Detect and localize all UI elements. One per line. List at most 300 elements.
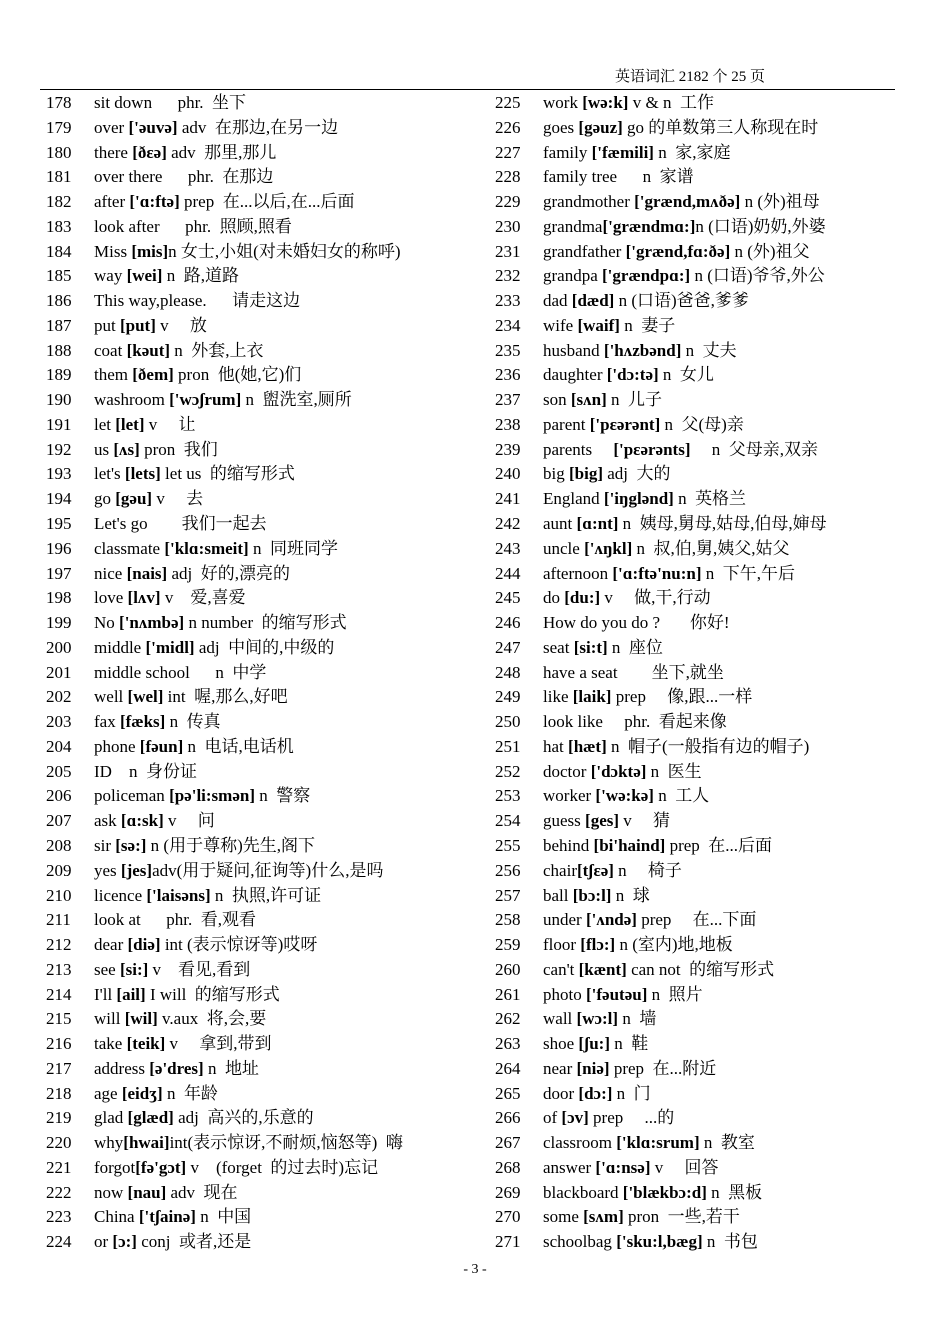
entry-number: 200 xyxy=(46,637,72,657)
entry-text xyxy=(543,141,730,166)
vocab-entry xyxy=(495,586,925,611)
vocab-entry xyxy=(495,1057,925,1082)
entry-number: 222 xyxy=(46,1182,72,1202)
entry-phonetic: [big] xyxy=(568,464,603,484)
entry-definition: conj 或者,还是 xyxy=(136,1232,252,1252)
entry-definition: v 问 xyxy=(163,811,215,831)
entry-phonetic: [bɔ:l] xyxy=(572,885,612,905)
entry-word: grandfather xyxy=(543,241,626,261)
entry-number: 271 xyxy=(495,1232,521,1252)
entry-phonetic: [ʌs] xyxy=(113,439,140,459)
entry-number: 219 xyxy=(46,1108,72,1128)
entry-word: fax xyxy=(94,712,120,732)
entry-definition: v 回答 xyxy=(650,1157,719,1177)
vocab-entry xyxy=(495,685,925,710)
entry-phonetic: [put] xyxy=(119,315,156,335)
entry-definition: v 放 xyxy=(155,315,207,335)
entry-phonetic: ['əuvə] xyxy=(128,117,178,137)
entry-word: love xyxy=(94,588,128,608)
entry-number: 259 xyxy=(495,935,521,955)
vocab-entry xyxy=(46,264,476,289)
entry-word: look like phr. 看起来像 xyxy=(543,712,727,732)
entry-text xyxy=(543,116,818,141)
entry-number: 267 xyxy=(495,1133,521,1153)
entry-word: have a seat 坐下,就坐 xyxy=(543,662,724,682)
vocab-entry xyxy=(46,487,476,512)
vocab-entry xyxy=(495,958,925,983)
entry-number: 225 xyxy=(495,93,521,112)
vocab-entry xyxy=(495,1205,925,1230)
entry-definition: n 同班同学 xyxy=(248,538,338,558)
entry-number: 214 xyxy=(46,984,72,1004)
vocab-entry xyxy=(46,462,476,487)
vocab-entry xyxy=(495,636,925,661)
entry-definition: I will 的缩写形式 xyxy=(145,984,280,1004)
entry-text xyxy=(543,685,752,710)
entry-phonetic: [teik] xyxy=(126,1034,166,1054)
entry-phonetic: ['laisəns] xyxy=(146,885,211,905)
entry-phonetic: ['dɔktə] xyxy=(590,761,647,781)
entry-text xyxy=(543,1230,758,1255)
entry-text xyxy=(94,215,292,240)
entry-number: 180 xyxy=(46,142,72,162)
entry-number: 208 xyxy=(46,835,72,855)
vocab-entry xyxy=(46,413,476,438)
entry-number: 240 xyxy=(495,464,521,484)
entry-phonetic: ['grænd,fɑ:ðə] xyxy=(625,241,731,261)
entry-text xyxy=(543,1007,656,1032)
entry-number: 212 xyxy=(46,935,72,955)
vocab-entry xyxy=(495,1156,925,1181)
entry-phonetic: ['wə:kə] xyxy=(595,786,654,806)
vocab-entry xyxy=(46,1156,476,1181)
entry-number: 178 xyxy=(46,93,72,112)
entry-word: dear xyxy=(94,935,128,955)
entry-definition: adj 好的,漂亮的 xyxy=(167,563,290,583)
entry-phonetic: [ðεə] xyxy=(132,142,167,162)
entry-word: grandpa xyxy=(543,266,603,286)
entry-text xyxy=(543,1131,755,1156)
entry-definition: n 工人 xyxy=(653,786,710,806)
entry-text xyxy=(543,512,827,537)
entry-word: wife xyxy=(543,315,578,335)
entry-phonetic: [lʌv] xyxy=(127,588,161,608)
entry-definition: n 书包 xyxy=(702,1232,758,1252)
entry-number: 261 xyxy=(495,984,521,1004)
vocab-entry xyxy=(495,1181,925,1206)
entry-word: door xyxy=(543,1083,579,1103)
entry-phonetic: [sʌn] xyxy=(570,390,607,410)
entry-number: 196 xyxy=(46,538,72,558)
entry-definition: v 猜 xyxy=(619,811,671,831)
entry-word: like xyxy=(543,687,573,707)
entry-definition: n (口语)爷爷,外公 xyxy=(690,266,825,286)
page-number: - 3 - xyxy=(463,1262,487,1277)
entry-phonetic: [jes] xyxy=(120,860,153,880)
entry-definition: prep 在...以后,在...后面 xyxy=(179,192,355,212)
entry-phonetic: ['fæmili] xyxy=(591,142,654,162)
entry-text xyxy=(94,339,264,364)
entry-definition: n 墙 xyxy=(618,1009,657,1029)
vocab-entry xyxy=(495,1082,925,1107)
entry-text xyxy=(94,760,197,785)
vocab-column-right xyxy=(495,91,925,1255)
entry-phonetic: ['blækbɔ:d] xyxy=(622,1182,707,1202)
vocab-entry xyxy=(46,512,476,537)
entry-definition: n 女士,小姐(对未婚妇女的称呼) xyxy=(168,241,401,261)
entry-word: son xyxy=(543,390,571,410)
entry-text xyxy=(543,190,820,215)
entry-text xyxy=(94,264,239,289)
entry-phonetic: [tʃεə] xyxy=(576,860,614,880)
vocab-entry xyxy=(46,636,476,661)
entry-text xyxy=(94,1205,251,1230)
entry-definition: n 照片 xyxy=(647,984,703,1004)
entry-word: them xyxy=(94,365,133,385)
entry-number: 184 xyxy=(46,241,72,261)
entry-phonetic: [glæd] xyxy=(127,1108,174,1128)
entry-word: yes xyxy=(94,860,121,880)
entry-text xyxy=(543,1057,716,1082)
vocab-entry xyxy=(495,512,925,537)
entry-text xyxy=(94,116,338,141)
entry-phonetic: [pə'li:smən] xyxy=(169,786,255,806)
vocab-entry xyxy=(495,264,925,289)
entry-word: glad xyxy=(94,1108,128,1128)
entry-phonetic: ['pεərənt] xyxy=(589,414,661,434)
entry-definition: n (口语)奶奶,外婆 xyxy=(695,216,826,236)
entry-definition: n 中国 xyxy=(195,1207,252,1227)
entry-word: will xyxy=(94,1009,125,1029)
entry-word: over xyxy=(94,117,129,137)
entry-phonetic: [dæd] xyxy=(571,291,615,311)
entry-word: age xyxy=(94,1083,122,1103)
entry-phonetic: [nau] xyxy=(127,1182,167,1202)
entry-phonetic: ['hʌzbənd] xyxy=(603,340,682,360)
entry-word: middle school n 中学 xyxy=(94,662,267,682)
entry-text xyxy=(543,983,703,1008)
entry-definition: n 丈夫 xyxy=(681,340,737,360)
entry-definition: int 喔,那么,好吧 xyxy=(163,687,288,707)
entry-phonetic: [ɑ:sk] xyxy=(120,811,164,831)
entry-text xyxy=(543,1032,648,1057)
entry-number: 263 xyxy=(495,1034,521,1054)
entry-word: seat xyxy=(543,637,574,657)
vocab-entry xyxy=(495,141,925,166)
entry-text xyxy=(94,809,215,834)
entry-word: shoe xyxy=(543,1034,579,1054)
vocab-entry xyxy=(46,141,476,166)
entry-text xyxy=(94,983,280,1008)
vocab-entry xyxy=(495,884,925,909)
entry-text xyxy=(94,586,246,611)
entry-word: there xyxy=(94,142,133,162)
entry-phonetic: [ail] xyxy=(116,984,146,1004)
entry-word: wall xyxy=(543,1009,577,1029)
entry-word: classmate xyxy=(94,538,165,558)
entry-text xyxy=(94,1181,238,1206)
entry-word: behind xyxy=(543,835,594,855)
entry-definition: n 门 xyxy=(612,1083,651,1103)
entry-text xyxy=(94,190,354,215)
entry-text xyxy=(543,339,737,364)
entry-word: This way,please. 请走这边 xyxy=(94,291,301,311)
entry-number: 254 xyxy=(495,811,521,831)
entry-word: under xyxy=(543,910,586,930)
entry-text xyxy=(94,1230,251,1255)
vocab-entry xyxy=(46,661,476,686)
entry-definition: n 姨母,舅母,姑母,伯母,婶母 xyxy=(618,514,827,534)
entry-text xyxy=(94,141,276,166)
entry-word: look at phr. 看,观看 xyxy=(94,910,256,930)
entry-text xyxy=(543,537,790,562)
entry-definition: n 父母亲,双亲 xyxy=(690,439,818,459)
entry-text xyxy=(94,636,334,661)
entry-definition: pron 他(她,它)们 xyxy=(173,365,302,385)
entry-word: husband xyxy=(543,340,604,360)
vocab-entry xyxy=(495,784,925,809)
entry-text xyxy=(94,685,288,710)
entry-number: 239 xyxy=(495,439,521,459)
vocab-entry xyxy=(46,1181,476,1206)
vocab-entry xyxy=(495,165,925,190)
entry-number: 228 xyxy=(495,167,521,187)
entry-text xyxy=(543,958,774,983)
entry-text xyxy=(94,884,321,909)
entry-number: 269 xyxy=(495,1182,521,1202)
entry-phonetic: [fæks] xyxy=(119,712,166,732)
entry-number: 236 xyxy=(495,365,521,385)
entry-phonetic: [wə:k] xyxy=(582,93,629,112)
entry-definition: n 年龄 xyxy=(162,1083,218,1103)
entry-text xyxy=(94,537,338,562)
entry-number: 229 xyxy=(495,192,521,212)
entry-definition: n 电话,电话机 xyxy=(183,736,294,756)
entry-definition: v 做,干,行动 xyxy=(600,588,711,608)
entry-text xyxy=(543,784,709,809)
entry-definition: prep 像,跟...一样 xyxy=(611,687,753,707)
entry-definition: n 英格兰 xyxy=(673,489,747,509)
vocab-entry xyxy=(495,116,925,141)
vocab-entry xyxy=(46,685,476,710)
entry-phonetic: [wɔ:l] xyxy=(576,1009,619,1029)
entry-text xyxy=(94,487,203,512)
vocab-entry xyxy=(46,809,476,834)
entry-word: can't xyxy=(543,959,579,979)
entry-phonetic: [sʌm] xyxy=(583,1207,624,1227)
entry-number: 257 xyxy=(495,885,521,905)
entry-word: grandmother xyxy=(543,192,635,212)
vocab-entry xyxy=(46,1057,476,1082)
entry-word: aunt xyxy=(543,514,577,534)
entry-word: I'll xyxy=(94,984,117,1004)
entry-definition: adv 在那边,在另一边 xyxy=(177,117,339,137)
vocab-entry xyxy=(46,116,476,141)
entry-number: 268 xyxy=(495,1157,521,1177)
vocab-entry xyxy=(495,462,925,487)
entry-number: 233 xyxy=(495,291,521,311)
entry-number: 207 xyxy=(46,811,72,831)
entry-text xyxy=(543,636,663,661)
entry-phonetic: [kænt] xyxy=(578,959,627,979)
entry-number: 216 xyxy=(46,1034,72,1054)
entry-phonetic: ['grændmɑ:] xyxy=(602,216,696,236)
entry-text xyxy=(543,91,714,116)
entry-word: uncle xyxy=(543,538,585,558)
entry-number: 223 xyxy=(46,1207,72,1227)
entry-phonetic: ['ɑ:ftə'nu:n] xyxy=(612,563,702,583)
entry-number: 217 xyxy=(46,1058,72,1078)
entry-word: way xyxy=(94,266,127,286)
entry-word: licence xyxy=(94,885,147,905)
entry-word: worker xyxy=(543,786,596,806)
entry-definition: n 妻子 xyxy=(619,315,676,335)
entry-definition: n 执照,许可证 xyxy=(210,885,322,905)
entry-number: 231 xyxy=(495,241,521,261)
entry-text xyxy=(94,289,300,314)
entry-number: 258 xyxy=(495,910,521,930)
entry-word: go xyxy=(94,489,116,509)
vocab-entry xyxy=(46,537,476,562)
entry-definition: prep 在...后面 xyxy=(665,835,773,855)
entry-number: 264 xyxy=(495,1058,521,1078)
entry-text xyxy=(94,240,400,265)
vocab-entry xyxy=(495,363,925,388)
entry-number: 248 xyxy=(495,662,521,682)
entry-text xyxy=(543,884,650,909)
entry-word: washroom xyxy=(94,390,170,410)
entry-definition: n 球 xyxy=(611,885,650,905)
entry-number: 232 xyxy=(495,266,521,286)
vocab-entry xyxy=(495,537,925,562)
entry-word: work xyxy=(543,93,583,112)
vocab-entry xyxy=(495,413,925,438)
entry-text xyxy=(94,1082,218,1107)
entry-definition: n 教室 xyxy=(699,1133,755,1153)
entry-definition: adj 大的 xyxy=(602,464,671,484)
entry-phonetic: [waif] xyxy=(577,315,620,335)
entry-phonetic: [si:] xyxy=(119,959,149,979)
entry-number: 266 xyxy=(495,1108,521,1128)
entry-number: 185 xyxy=(46,266,72,286)
entry-definition: n 鞋 xyxy=(610,1034,649,1054)
entry-text xyxy=(94,1057,259,1082)
entry-text xyxy=(94,735,294,760)
entry-phonetic: [wil] xyxy=(124,1009,158,1029)
entry-definition: pron 我们 xyxy=(139,439,218,459)
entry-word: of xyxy=(543,1108,562,1128)
entry-number: 186 xyxy=(46,291,72,311)
entry-phonetic: ['dɔ:tə] xyxy=(606,365,659,385)
entry-phonetic: ['grænd,mʌðə] xyxy=(634,192,741,212)
vocab-entry xyxy=(495,314,925,339)
vocab-entry xyxy=(46,958,476,983)
entry-definition: n 女儿 xyxy=(658,365,714,385)
entry-definition: adv 那里,那儿 xyxy=(166,142,277,162)
vocab-entry xyxy=(46,859,476,884)
entry-text xyxy=(94,908,256,933)
entry-number: 202 xyxy=(46,687,72,707)
entry-text xyxy=(94,859,383,884)
entry-number: 192 xyxy=(46,439,72,459)
entry-word: some xyxy=(543,1207,584,1227)
entry-word: How do you do ? 你好! xyxy=(543,613,730,633)
entry-phonetic: [ðem] xyxy=(132,365,174,385)
vocab-entry xyxy=(46,562,476,587)
entry-word: or xyxy=(94,1232,113,1252)
vocab-entry xyxy=(46,784,476,809)
entry-phonetic: ['ʌndə] xyxy=(585,910,637,930)
vocab-entry xyxy=(46,190,476,215)
entry-number: 199 xyxy=(46,613,72,633)
entry-number: 250 xyxy=(495,712,521,732)
entry-phonetic: [bi'haind] xyxy=(593,835,666,855)
entry-phonetic: [let] xyxy=(115,414,145,434)
entry-definition: can not 的缩写形式 xyxy=(626,959,775,979)
entry-definition: n 儿子 xyxy=(606,390,663,410)
entry-definition: prep 在...附近 xyxy=(609,1058,717,1078)
vocab-entry xyxy=(495,562,925,587)
entry-number: 209 xyxy=(46,860,72,880)
entry-phonetic: [diə] xyxy=(127,935,161,955)
entry-word: why xyxy=(94,1133,124,1153)
vocab-entry xyxy=(46,1106,476,1131)
entry-phonetic: [si:t] xyxy=(573,637,608,657)
entry-number: 253 xyxy=(495,786,521,806)
entry-number: 221 xyxy=(46,1157,72,1177)
entry-phonetic: ['fəutəu] xyxy=(585,984,648,1004)
entry-number: 234 xyxy=(495,315,521,335)
entry-number: 191 xyxy=(46,414,72,434)
vocab-entry xyxy=(46,735,476,760)
entry-text xyxy=(94,165,273,190)
entry-number: 181 xyxy=(46,167,72,187)
entry-number: 252 xyxy=(495,761,521,781)
entry-word: ball xyxy=(543,885,573,905)
vocab-entry xyxy=(495,710,925,735)
entry-number: 179 xyxy=(46,117,72,137)
entry-definition: adv(用于疑问,征询等)什么,是吗 xyxy=(152,860,384,880)
entry-word: parents xyxy=(543,439,614,459)
entry-number: 246 xyxy=(495,613,521,633)
entry-word: China xyxy=(94,1207,139,1227)
vocab-entry xyxy=(46,363,476,388)
entry-definition: pron 一些,若干 xyxy=(623,1207,740,1227)
vocab-entry xyxy=(495,760,925,785)
vocab-entry xyxy=(495,809,925,834)
entry-text xyxy=(94,611,347,636)
entry-text xyxy=(543,413,744,438)
entry-phonetic: [ʃu:] xyxy=(578,1034,610,1054)
entry-word: now xyxy=(94,1182,128,1202)
entry-phonetic: [gəuz] xyxy=(578,117,623,137)
entry-word: Let's go 我们一起去 xyxy=(94,514,267,534)
entry-text xyxy=(543,760,702,785)
entry-number: 241 xyxy=(495,489,521,509)
entry-number: 227 xyxy=(495,142,521,162)
entry-word: sit down phr. 坐下 xyxy=(94,93,247,112)
vocab-entry xyxy=(495,908,925,933)
vocab-entry xyxy=(46,1205,476,1230)
vocab-entry xyxy=(495,834,925,859)
entry-text xyxy=(543,710,727,735)
entry-text xyxy=(94,1106,314,1131)
vocab-entry xyxy=(46,240,476,265)
entry-phonetic: [fəun] xyxy=(139,736,184,756)
entry-word: goes xyxy=(543,117,579,137)
entry-number: 206 xyxy=(46,786,72,806)
entry-number: 224 xyxy=(46,1232,72,1252)
